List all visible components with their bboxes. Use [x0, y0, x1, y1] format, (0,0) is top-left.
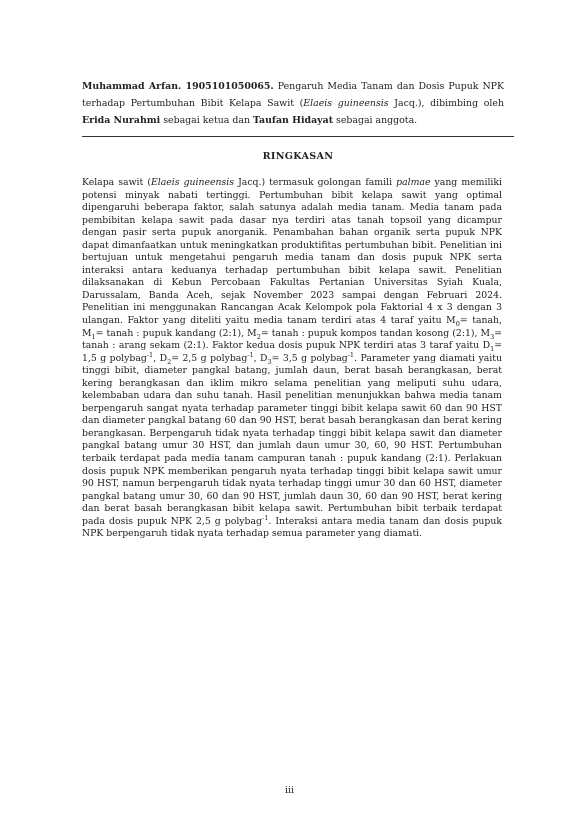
- abstract-text: = tanah : pupuk kandang (2:1), M: [95, 327, 257, 339]
- supervisor-member: Taufan Hidayat: [252, 115, 334, 126]
- abstract-text: Jacq.) termasuk golongan famili: [234, 177, 397, 188]
- subscript: 3: [490, 332, 495, 341]
- abstract-text: Kelapa sawit (: [82, 177, 151, 188]
- abstract-text: , D: [153, 352, 168, 364]
- subscript: 2: [167, 357, 172, 366]
- superscript: -1: [247, 350, 254, 359]
- subscript: 0: [455, 319, 460, 328]
- thesis-title-part2: Jacq.), dibimbing oleh: [388, 98, 504, 109]
- superscript: -1: [347, 350, 355, 359]
- subscript: 2: [256, 332, 261, 341]
- abstract-family: palmae: [396, 177, 431, 188]
- abstract-body: [82, 177, 502, 541]
- abstract-text: . Parameter yang diamati yaitu tinggi bibit, diameter pangkal batang, jumlah daun, berat basah berangkasan, berat kering berangkasan dan iklim mikro selama penelitian yang meliputi suhu udara, kelembaban udara dan suhu tanah. Hasil penelitian menunjukkan bahwa media tanam berpengaruh sangat nyata terhadap parameter tinggi bibit kelapa sawit 60 dan 90 HST dan diameter pangkal batang 60 dan 90 HST, berat basah berangkasan dan berat kering berangkasan. Berpengaruh tidak nyata terhadap tinggi bibit kelapa sawit dan diameter pangkal batang umur 30 HST, dan jumlah daun umur 30, 60, 90 HST. Pertumbuhan terbaik terdapat pada media tanam campuran tanah : pupuk kandang (2:1). Perlakuan dosis pupuk NPK memberikan pengaruh nyata terhadap tinggi bibit kelapa sawit umur 90 HST, namun berpengaruh tidak nyata terhadap tinggi umur 30 dan 60 HST, diameter pangkal batang umur 30, 60 dan 90 HST, jumlah daun 30, 60 dan 90 HST, berat kering dan berat basah berangkasan bibit kelapa sawit. Pertumbuhan bibit terbaik terdapat pada dosis pupuk NPK 2,5 g polybag: [82, 352, 502, 527]
- supervisor-member-role: sebagai anggota.: [333, 115, 418, 126]
- subscript: 1: [91, 332, 96, 341]
- abstract-species: Elaeis guineensis: [150, 177, 234, 188]
- abstract-text: , D: [253, 352, 268, 364]
- abstract-text: = 2,5 g polybag: [171, 352, 248, 364]
- abstract-text: = tanah, M: [82, 315, 502, 339]
- superscript: -1: [146, 350, 154, 359]
- superscript: -1: [262, 513, 269, 522]
- species-name: Elaeis guineensis: [303, 98, 389, 109]
- abstract-text: = tanah : arang sekam (2:1). Faktor kedua dosis pupuk NPK terdiri atas 3 taraf yaitu D: [82, 327, 502, 352]
- abstract-text: yang memiliki potensi minyak nabati tertinggi. Pertumbuhan bibit kelapa sawit yang optimal dipengaruhi beberapa faktor, salah satunya adalah media tanam. Media tanam pada pembibitan kelapa sawit pada dasar nya terdiri atas tanah topsoil yang dicampur dengan pasir serta pupuk anorganik. Penambahan bahan organik serta pupuk NPK dapat dimanfaatkan untuk meningkatkan produktifitas pertumbuhan bibit. Penelitian ini bertujuan untuk mengetahui pengaruh media tanam dan dosis pupuk NPK serta interaksi antara keduanya terhadap pertumbuhan bibit kelapa sawit. Penelitian dilaksanakan di Kebun Percobaan Fakultas Pertanian Universitas Syiah Kuala, Darussalam, Banda Aceh, sejak November 2023 sampai dengan Februari 2024. Penelitian ini menggunakan Rancangan Acak Kelompok pola Faktorial 4 x 3 dengan 3 ulangan. Faktor yang diteliti yaitu media tanam terdiri atas 4 taraf yaitu M: [82, 177, 502, 327]
- abstract-text: . Interaksi antara media tanam dan dosis pupuk NPK berpengaruh tidak nyata terhadap semua parameter yang diamati.: [82, 515, 502, 540]
- thesis-header: [82, 78, 504, 129]
- supervisor-chair-role: sebagai ketua dan: [160, 115, 253, 126]
- page-number: iii: [284, 785, 295, 796]
- abstract-text: = 3,5 g polybag: [271, 352, 348, 364]
- abstract-text: = 1,5 g polybag: [82, 340, 502, 364]
- subscript: 1: [490, 344, 495, 353]
- supervisor-chair: Erida Nurahmi: [82, 115, 161, 126]
- section-title: RINGKASAN: [262, 151, 334, 162]
- header-divider: [82, 136, 514, 137]
- author-line: Muhammad Arfan. 1905101050065.: [82, 81, 274, 92]
- thesis-title-part1: Pengaruh Media Tanam dan Dosis Pupuk NPK terhadap Pertumbuhan Bibit Kelapa Sawit (: [82, 81, 504, 109]
- abstract-text: = tanah : pupuk kompos tandan kosong (2:1), M: [260, 327, 491, 339]
- abstract-paragraph: [82, 177, 502, 541]
- subscript: 3: [267, 357, 272, 366]
